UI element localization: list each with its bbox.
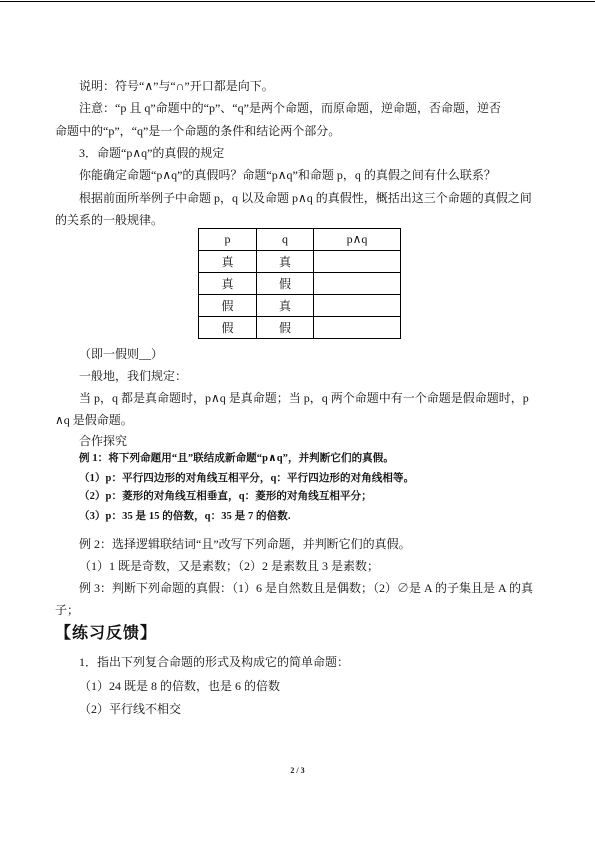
- page-indicator: 2 / 3: [290, 766, 305, 775]
- table-cell-p: 假: [199, 295, 257, 317]
- cooperative-heading: 合作探究: [79, 434, 128, 448]
- practice-heading: 【练习反馈】: [55, 625, 158, 642]
- table-cell-q: 假: [257, 273, 314, 295]
- practice-question: 1．指出下列复合命题的形式及构成它的简单命题：: [79, 655, 350, 669]
- table-cell-q: 真: [257, 251, 314, 273]
- table-cell-p-and-q-blank: [314, 251, 401, 273]
- table-cell-q: 假: [257, 317, 314, 339]
- example-2-items: （1）1 既是奇数，又是素数；（2）2 是素数且 3 是素数；: [79, 559, 380, 573]
- example-1-item-3: （3）p：35 是 15 的倍数，q：35 是 7 的倍数.: [79, 511, 291, 522]
- practice-item-2: （2）平行线不相交: [79, 702, 182, 716]
- table-cell-p: 真: [199, 251, 257, 273]
- rule-line-1: 当 p，q 都是真命题时，p∧q 是真命题；当 p，q 两个命题中有一个命题是假命题时，p: [79, 391, 529, 405]
- table-header-row: [199, 229, 401, 251]
- conclusion-intro: 一般地，我们规定：: [79, 369, 188, 383]
- table-cell-p-and-q-blank: [314, 273, 401, 295]
- conclusion-hint: （即一假则__）: [79, 347, 164, 361]
- table-cell-q: 真: [257, 295, 314, 317]
- example-3-line-1: 例 3：判断下列命题的真假：（1）6 是自然数且是偶数；（2）∅是 A 的子集且是 A 的真: [79, 581, 534, 595]
- table-cell-p: 真: [199, 273, 257, 295]
- table-row: [199, 251, 401, 273]
- truth-table: [198, 228, 401, 339]
- instruction-line-2: 的关系的一般规律。: [55, 213, 164, 227]
- table-cell-p-and-q-blank: [314, 317, 401, 339]
- table-header-p: p: [199, 229, 257, 251]
- attention-line-1: 注意：“p 且 q”命题中的“p”、“q”是两个命题，而原命题，逆命题，否命题，逆否: [79, 101, 501, 115]
- table-header-q: q: [257, 229, 314, 251]
- table-cell-p: 假: [199, 317, 257, 339]
- example-3-line-2: 子；: [55, 603, 80, 617]
- attention-line-2: 命题中的“p”，“q”是一个命题的条件和结论两个部分。: [55, 124, 341, 138]
- table-row: [199, 273, 401, 295]
- example-1-item-2: （2）p：菱形的对角线互相垂直，q：菱形的对角线互相平分；: [79, 491, 372, 502]
- rule-line-2: ∧q 是假命题。: [55, 413, 133, 427]
- section-title: 3．命题“p∧q”的真假的规定: [79, 146, 225, 160]
- table-header-p-and-q: p∧q: [314, 229, 401, 251]
- practice-item-1: （1）24 既是 8 的倍数，也是 6 的倍数: [79, 679, 281, 693]
- table-cell-p-and-q-blank: [314, 295, 401, 317]
- header-rule: [0, 1, 595, 2]
- example-1-item-1: （1）p：平行四边形的对角线互相平分，q：平行四边形的对角线相等。: [79, 473, 415, 484]
- example-1-title: 例 1：将下列命题用“且”联结成新命题“p∧q”，并判断它们的真假。: [79, 453, 394, 464]
- section-question: 你能确定命题“p∧q”的真假吗？命题“p∧q”和命题 p，q 的真假之间有什么联系？: [79, 168, 496, 182]
- table-row: [199, 295, 401, 317]
- explanation-line: 说明：符号“∧”与“∩”开口都是向下。: [79, 79, 274, 93]
- example-2-title: 例 2：选择逻辑联结词“且”改写下列命题，并判断它们的真假。: [79, 537, 411, 551]
- table-row: [199, 317, 401, 339]
- instruction-line-1: 根据前面所举例子中命题 p，q 以及命题 p∧q 的真假性，概括出这三个命题的真假之间: [79, 191, 532, 205]
